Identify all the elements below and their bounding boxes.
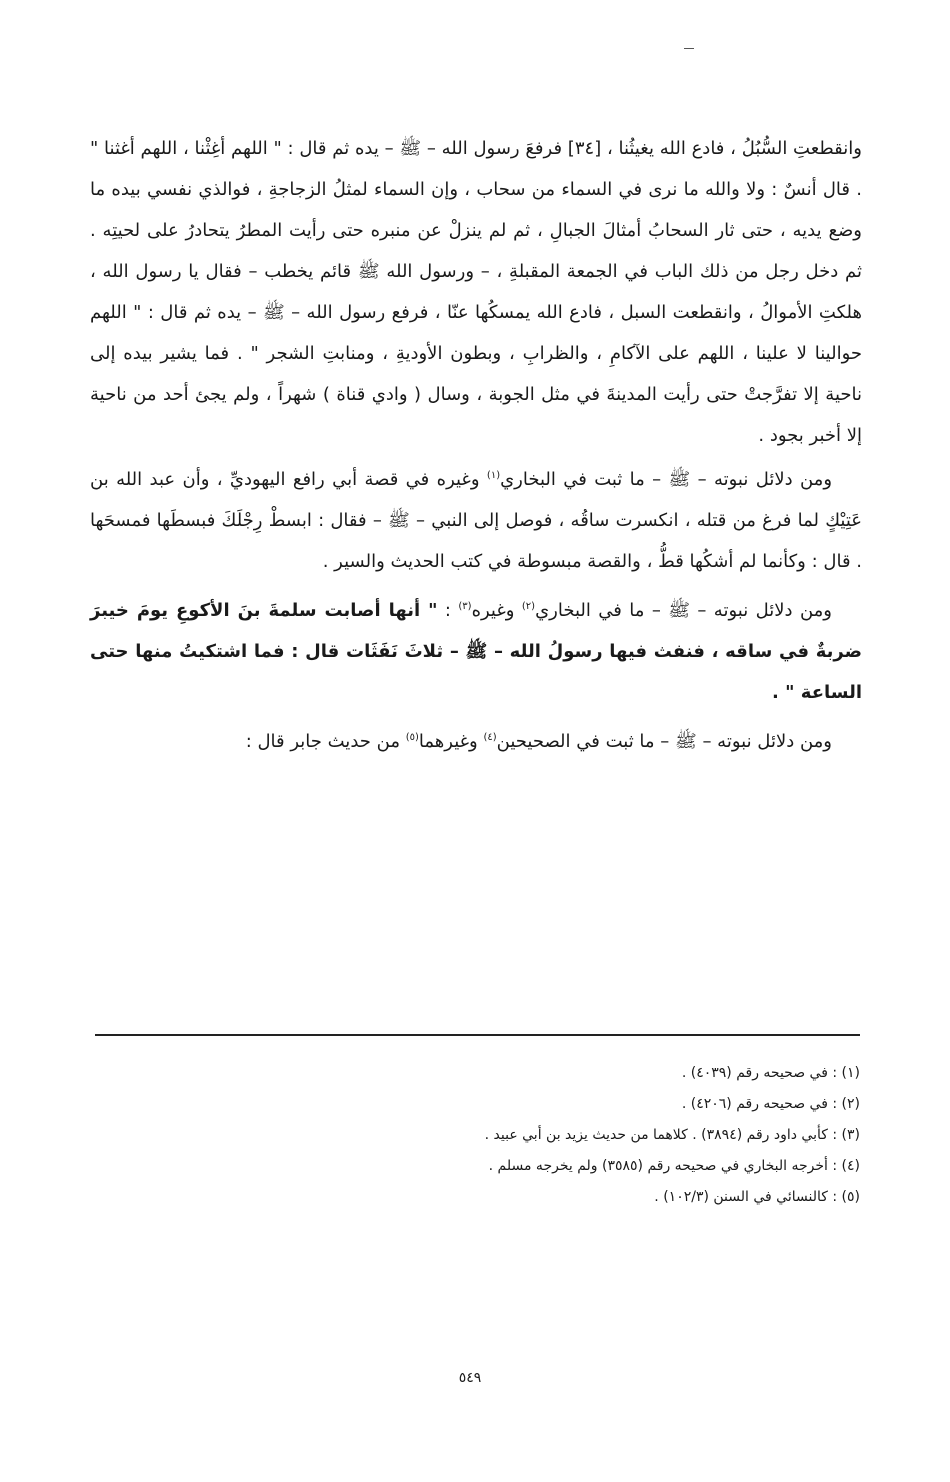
paragraph-4-text-c: من حديث جابر قال :: [245, 731, 406, 752]
paragraph-3-text-c: :: [437, 600, 459, 621]
footnote-ref-2[interactable]: (٢): [521, 601, 536, 612]
paragraph-3: [90, 590, 862, 713]
paragraph-2: [90, 459, 862, 582]
paragraph-2-text-b: وغيره في قصة أبي رافع اليهوديِّ ، وأن عبد الله بن عَتِيْكٍ لما فرغ من قتله ، انكسرت ساقُه ، فوصل إلى النبي – ﷺ – فقال : ابسطْ رِجْلَكَ فبسطَها فمسحَها . قال : وكأنما لم أشكُها قطُّ ، والقصة مبسوطة في كتب الحديث والسير .: [90, 469, 862, 572]
paragraph-4-text-b: وغيرهما: [418, 731, 484, 752]
hadith-quote: " أنها أصابت سلمةَ بنَ الأكوعِ يومَ خيبرَ ضربةٌ في ساقه ، فنفث فيها رسولُ الله – ﷺ – ثلاثَ نَفَثَات قال : فما اشتكيتُ منها حتى الساعة " .: [90, 600, 862, 703]
footnote-ref-5[interactable]: (٥): [405, 732, 419, 743]
footnote-ref-3[interactable]: (٣): [458, 601, 472, 612]
footnote-ref-1[interactable]: (١): [486, 470, 501, 481]
footnote-4: (٤) : أخرجه البخاري في صحيحه رقم (٣٥٨٥) ولم يخرجه مسلم .: [488, 1158, 860, 1174]
paragraph-2-text-a: ومن دلائل نبوته – ﷺ – ما ثبت في البخاري: [500, 469, 833, 490]
footnotes-list: [90, 1058, 860, 1213]
paragraph-4-text-a: ومن دلائل نبوته – ﷺ – ما ثبت في الصحيحين: [496, 731, 832, 752]
paragraph-3-text-a: ومن دلائل نبوته – ﷺ – ما في البخاري: [535, 600, 832, 621]
top-mark: [684, 48, 694, 49]
paragraph-4: [90, 721, 862, 762]
footnote-2: (٢) : في صحيحه رقم (٤٢٠٦) .: [681, 1096, 860, 1112]
footnote-divider: [95, 1034, 860, 1036]
footnote-ref-4[interactable]: (٤): [483, 732, 497, 743]
footnote-5: (٥) : كالنسائي في السنن (١٠٢/٣) .: [654, 1189, 860, 1205]
paragraph-1: وانقطعتِ السُّبُلُ ، فادع الله يغيثُنا ، [٣٤] فرفعَ رسول الله – ﷺ – يده ثم قال : " اللهم أغِثْنا ، اللهم أغثنا " . قال أنسٌ : ولا والله ما نرى في السماء من سحاب ، وإن السماء لمثلُ الزجاجةِ ، فوالذي نفسي بيده ما وضع يديه ، حتى ثار السحابُ أمثالَ الجبالِ ، ثم لم ينزلْ عن منبره حتى رأيت المطرُ يتحادرُ على لحيتِه . ثم دخل رجل من ذلك الباب في الجمعة المقبلةِ ، – ورسول الله ﷺ قائم يخطب – فقال يا رسول الله ، هلكتِ الأموالُ ، وانقطعت السبل ، فادع الله يمسكُها عنّا ، فرفع رسول الله – ﷺ – يده ثم قال : " اللهم حوالينا لا علينا ، اللهم على الآكامِ ، والظرابِ ، وبطون الأوديةِ ، ومنابتِ الشجر " . فما يشير بيده إلى ناحية إلا تفرَّجتْ حتى رأيت المدينةَ في مثل الجوبة ، وسال ( وادي قناة ) شهراً ، ولم يجئ أحد من ناحية إلا أخبر بجود .: [90, 138, 862, 446]
paragraph-3-text-b: وغيره: [471, 600, 522, 621]
footnote-3: (٣) : كأبي داود رقم (٣٨٩٤) . كلاهما من حديث يزيد بن أبي عبيد .: [484, 1127, 860, 1143]
main-text: [90, 128, 862, 762]
footnote-1: (١) : في صحيحه رقم (٤٠٣٩) .: [681, 1065, 860, 1081]
page-number: ٥٤٩: [458, 1370, 482, 1386]
